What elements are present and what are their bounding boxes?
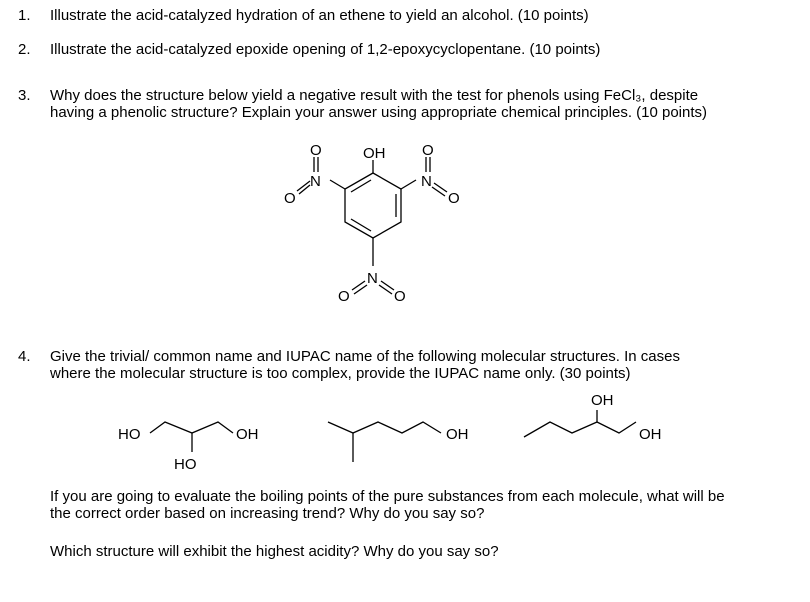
- nitro-n-label: N: [310, 173, 321, 190]
- nitro-n-label: N: [367, 270, 378, 287]
- n-o-bond: [352, 281, 365, 290]
- question-number: 3.: [18, 87, 31, 104]
- question-text-line-1: Give the trivial/ common name and IUPAC name of the following molecular structures. In cases: [50, 348, 680, 365]
- question-text: Illustrate the acid-catalyzed epoxide opening of 1,2-epoxycyclopentane. (10 points): [50, 41, 601, 58]
- carbon-chain: [150, 422, 233, 433]
- oxygen-label: O: [422, 142, 434, 159]
- question-text: Illustrate the acid-catalyzed hydration of an ethene to yield an alcohol. (10 points): [50, 7, 589, 24]
- boiling-point-line-2: the correct order based on increasing trend? Why do you say so?: [50, 505, 485, 522]
- question-number: 1.: [18, 7, 31, 24]
- hydroxyl-label: HO: [174, 456, 197, 473]
- n-o-bond: [432, 187, 445, 196]
- hydroxyl-label: OH: [236, 426, 259, 443]
- structure-glycerol: [110, 405, 290, 475]
- structure-alcohol-b: [320, 405, 480, 475]
- acidity-question: Which structure will exhibit the highest acidity? Why do you say so?: [50, 543, 499, 560]
- hydroxyl-label: OH: [446, 426, 469, 443]
- benzene-ring: [345, 173, 401, 238]
- question-number: 2.: [18, 41, 31, 58]
- carbon-chain: [524, 422, 636, 437]
- carbon-chain: [328, 422, 441, 433]
- question-text-line-2: having a phenolic structure? Explain your answer using appropriate chemical principles. (10 points): [50, 104, 708, 121]
- oxygen-label: O: [338, 288, 350, 305]
- question-text-line-2: where the molecular structure is too complex, provide the IUPAC name only. (30 points): [50, 365, 631, 382]
- question-number: 4.: [18, 348, 31, 365]
- n-o-bond: [354, 285, 367, 294]
- boiling-point-question: [50, 488, 780, 522]
- nitro-n-label: N: [421, 173, 432, 190]
- oxygen-label: O: [284, 190, 296, 207]
- oxygen-label: O: [394, 288, 406, 305]
- hydroxyl-label: OH: [591, 392, 614, 409]
- oxygen-label: O: [448, 190, 460, 207]
- ring-double-bond: [351, 219, 371, 231]
- n-o-bond: [381, 281, 394, 290]
- n-o-bond: [379, 285, 392, 294]
- hydroxyl-label: HO: [118, 426, 141, 443]
- boiling-point-line-1: If you are going to evaluate the boiling points of the pure substances from each molecule, what will be: [50, 488, 725, 505]
- ring-double-bond: [351, 180, 371, 192]
- hydroxyl-label: OH: [363, 145, 386, 162]
- n-o-bond: [434, 183, 447, 192]
- structure-alcohol-c: [520, 385, 680, 455]
- c-n-bond: [330, 180, 345, 189]
- c-n-bond: [401, 180, 416, 189]
- hydroxyl-label: OH: [639, 426, 662, 443]
- picric-acid-structure: [270, 135, 470, 305]
- oxygen-label: O: [310, 142, 322, 159]
- question-text-line-1: Why does the structure below yield a negative result with the test for phenols using FeCl₃, despite: [50, 87, 699, 104]
- n-o-bond: [299, 185, 310, 194]
